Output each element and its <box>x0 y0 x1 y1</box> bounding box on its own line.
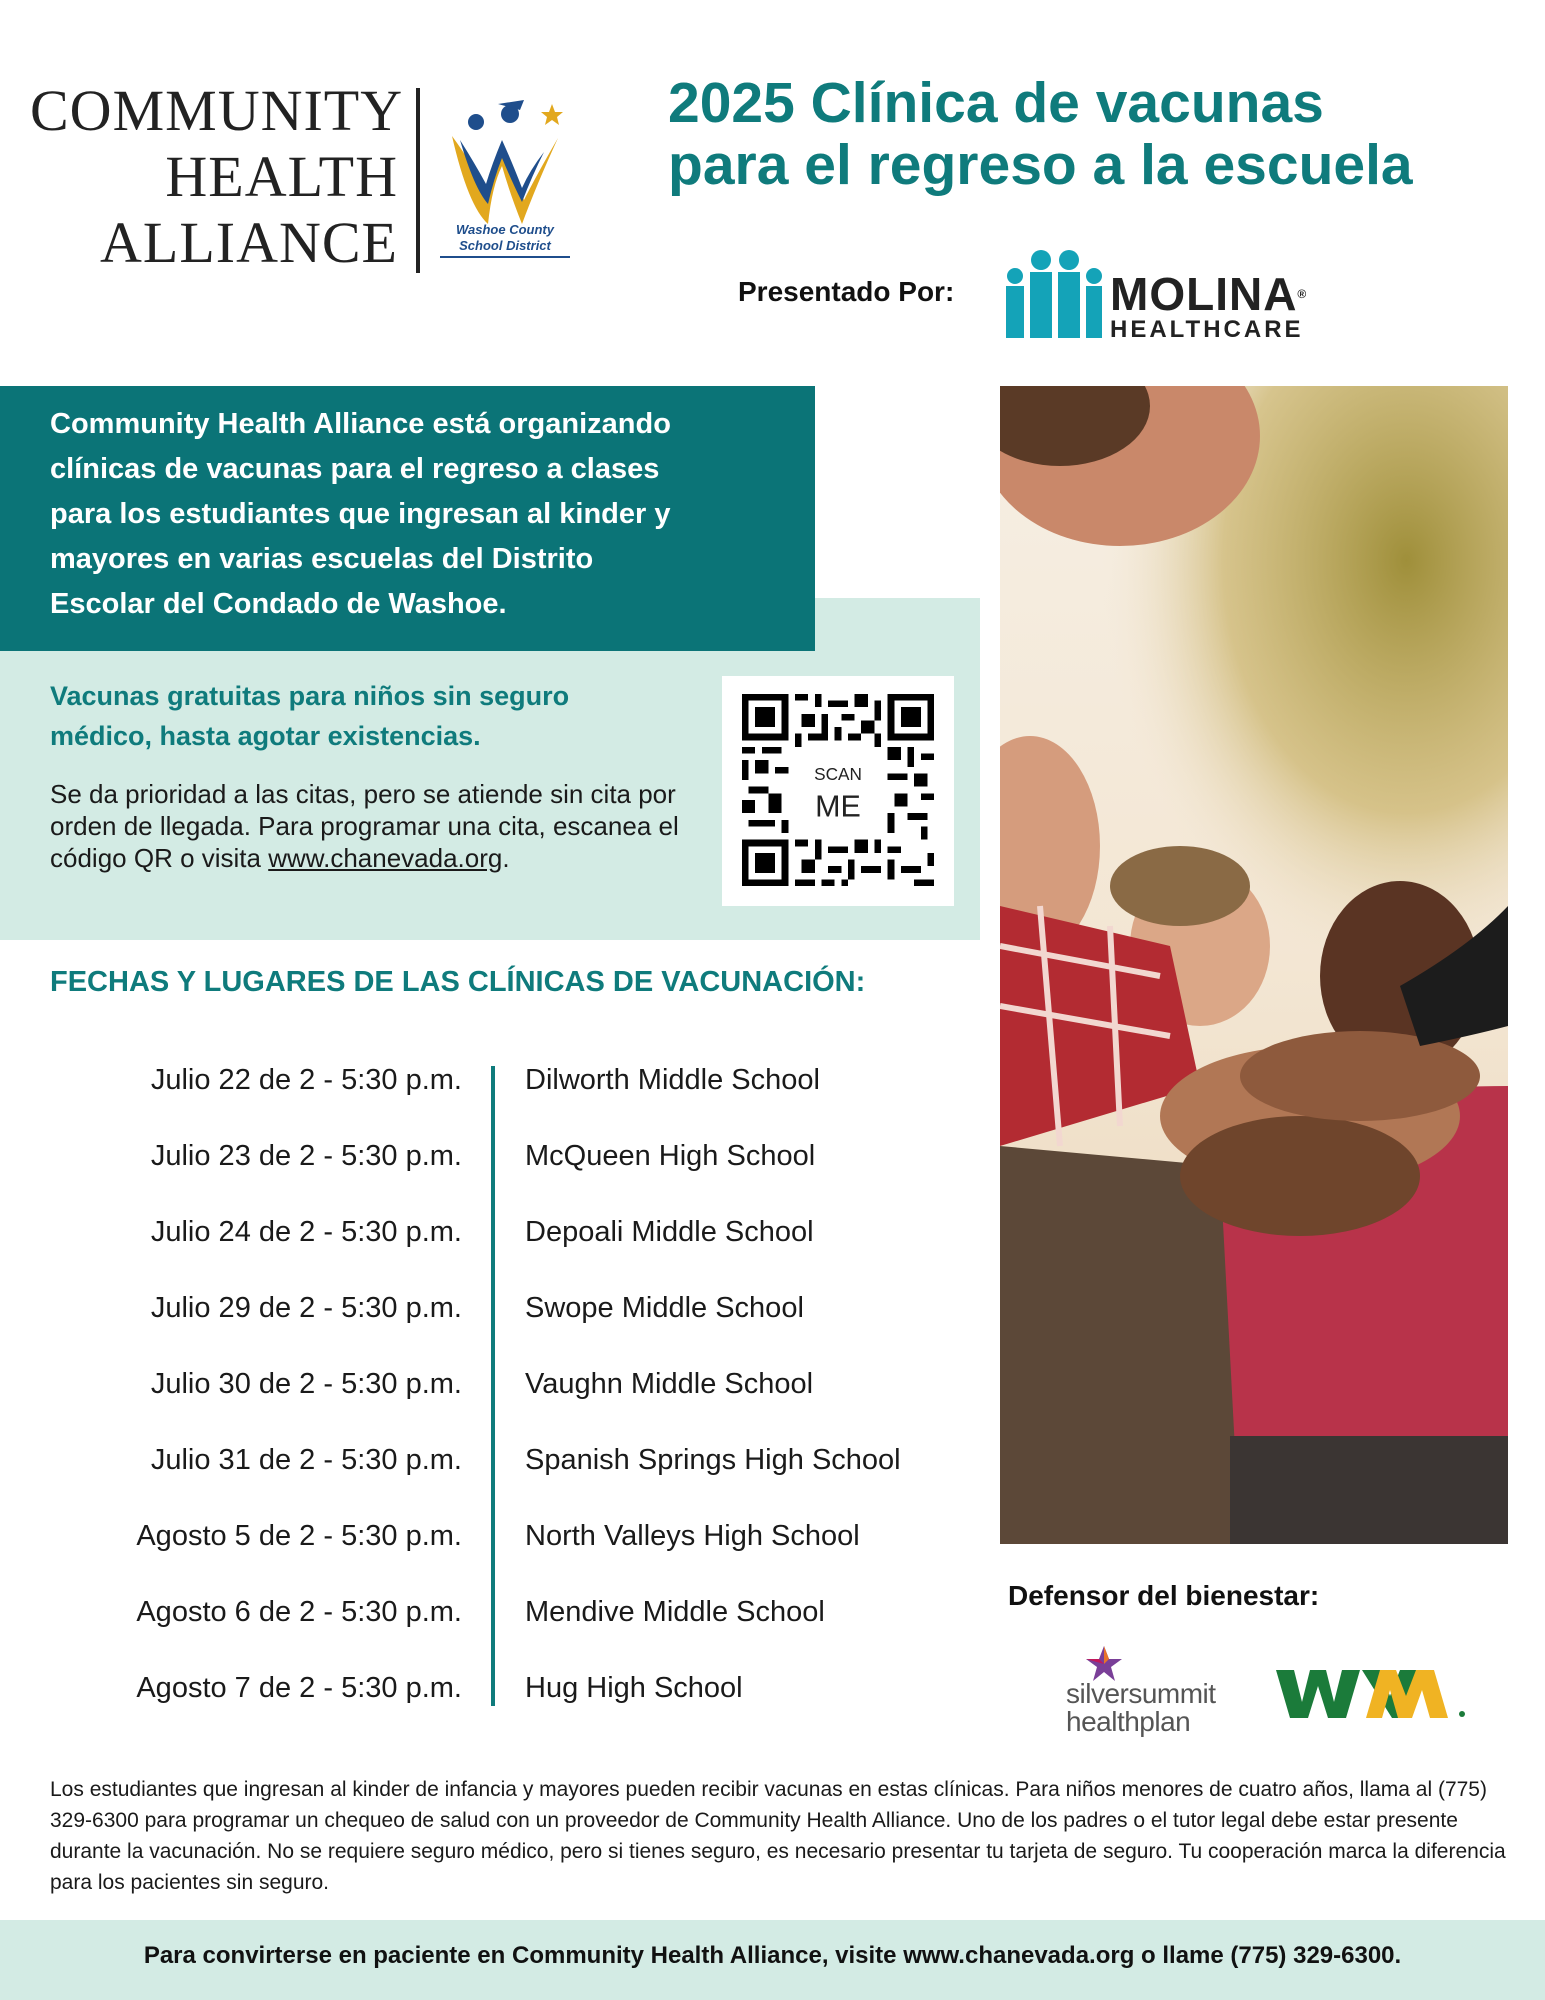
intro-text: Community Health Alliance está organizando clínicas de vacunas para el regreso a clases para los estudiantes que ingresan al kinder y mayores en varias escuelas del Distrito Escolar del Condado de Washoe. <box>50 408 671 620</box>
schedule-school: Spanish Springs High School <box>525 1444 901 1476</box>
schedule-school: McQueen High School <box>525 1140 816 1172</box>
silversummit-logo-text: silversummit healthplan <box>1066 1678 1216 1737</box>
washoe-district-label: Washoe County School District <box>440 222 570 258</box>
schedule-date: Julio 24 de 2 - 5:30 p.m. <box>150 1216 462 1248</box>
wellness-champion-label: Defensor del bienestar: <box>1008 1580 1320 1611</box>
schedule-date: Julio 23 de 2 - 5:30 p.m. <box>150 1140 462 1172</box>
schedule-date: Julio 30 de 2 - 5:30 p.m. <box>150 1368 462 1400</box>
schedule-date: Agosto 5 de 2 - 5:30 p.m. <box>136 1520 462 1552</box>
qr-code-icon <box>742 694 934 886</box>
footer-contact-text: Para convirterse en paciente en Community Health Alliance, visite www.chanevada.org o llame (775) 329-6300. <box>143 1942 1402 1969</box>
schedule-heading: FECHAS Y LUGARES DE LAS CLÍNICAS DE VACUNACIÓN: <box>50 966 866 998</box>
wm-logo-icon <box>1276 1666 1472 1722</box>
students-hands-photo <box>1000 386 1508 1544</box>
presented-by-label: Presentado Por: <box>738 276 955 307</box>
molina-people-icon <box>1004 250 1104 340</box>
schedule-school: Dilworth Middle School <box>525 1064 820 1096</box>
molina-logo-text: MOLINA® <box>1110 268 1308 320</box>
website-link[interactable]: www.chanevada.org <box>268 843 503 873</box>
schedule-school: Vaughn Middle School <box>525 1368 814 1400</box>
schedule-school: North Valleys High School <box>525 1520 860 1552</box>
priority-text: Se da prioridad a las citas, pero se atiende sin cita por orden de llegada. Para programar una cita, escanea el código QR o visita www.chanevada.org. <box>50 779 679 873</box>
svg-text:ME: ME <box>815 789 861 824</box>
community-health-alliance-logo: COMMUNITY HEALTH ALLIANCE <box>30 78 404 275</box>
footnote-text: Los estudiantes que ingresan al kinder de infancia y mayores pueden recibir vacunas en estas clínicas. Para niños menores de cuatro años, llama al (775) 329-6300 para programar un chequeo de salud con un proveedor de Community Health Alliance. Uno de los padres o el tutor legal debe estar presente durante la vacunación. No se requiere seguro médico, pero si tienes seguro, es necesario presentar tu tarjeta de seguro. Tu cooperación marca la diferencia para los pacientes sin seguro. <box>50 1778 1506 1894</box>
schedule-school: Mendive Middle School <box>525 1596 825 1628</box>
logo-divider <box>416 88 420 273</box>
schedule-date: Julio 22 de 2 - 5:30 p.m. <box>150 1064 462 1096</box>
schedule-school: Hug High School <box>525 1672 743 1704</box>
schedule-date: Agosto 7 de 2 - 5:30 p.m. <box>136 1672 462 1704</box>
svg-text:SCAN: SCAN <box>814 764 862 785</box>
schedule-date: Julio 29 de 2 - 5:30 p.m. <box>150 1292 462 1324</box>
molina-logo-subtext: HEALTHCARE <box>1110 316 1304 343</box>
schedule-school: Swope Middle School <box>525 1292 804 1324</box>
schedule-date: Julio 31 de 2 - 5:30 p.m. <box>150 1444 462 1476</box>
schedule-date: Agosto 6 de 2 - 5:30 p.m. <box>136 1596 462 1628</box>
schedule-divider <box>491 1066 495 1706</box>
free-vaccines-text: Vacunas gratuitas para niños sin seguro médico, hasta agotar existencias. <box>50 681 570 751</box>
page-title: 2025 Clínica de vacunas para el regreso a la escuela <box>668 71 1413 197</box>
schedule-school: Depoali Middle School <box>525 1216 814 1248</box>
